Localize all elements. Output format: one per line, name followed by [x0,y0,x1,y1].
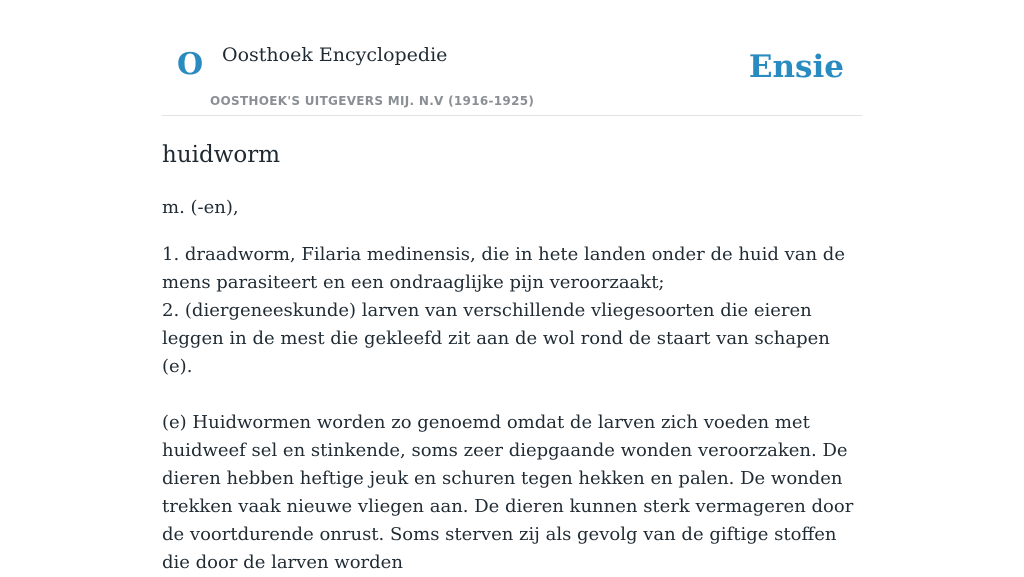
definition-item: 2. (diergeneeskunde) larven van verschillende vliegesoorten die eieren leggen in de mest die gekleefd zit aan de wol rond de staart van schapen (e). [162,300,830,377]
site-header [162,0,862,116]
ensie-brand-link[interactable]: Ensie [748,49,844,85]
entry-note: (e) Huidwormen worden zo genoemd omdat de larven zich voeden met huidweef sel en stinkende, soms zeer diepgaande wonden veroorzaken. De dieren hebben heftige jeuk en schuren tegen hekken en palen. De wonden trekken vaak nieuwe vliegen aan. De dieren kunnen sterk vermageren door de voortdurende onrust. Soms sterven zij als gevolg van de giftige stoffen die door de larven worden [162,412,854,573]
oosthoek-logo-icon[interactable]: O [177,47,204,82]
page [162,0,862,577]
entry-title: huidworm [162,142,281,168]
site-subtitle: OOSTHOEK'S UITGEVERS MIJ. N.V (1916-1925) [210,94,535,108]
entry-grammar: m. (-en), [162,197,239,218]
entry-definitions [162,241,862,381]
site-title-link[interactable]: Oosthoek Encyclopedie [222,44,448,66]
definition-item: 1. draadworm, Filaria medinensis, die in hete landen onder de huid van de mens parasiteert en een ondraaglijke pijn veroorzaakt; [162,244,845,293]
